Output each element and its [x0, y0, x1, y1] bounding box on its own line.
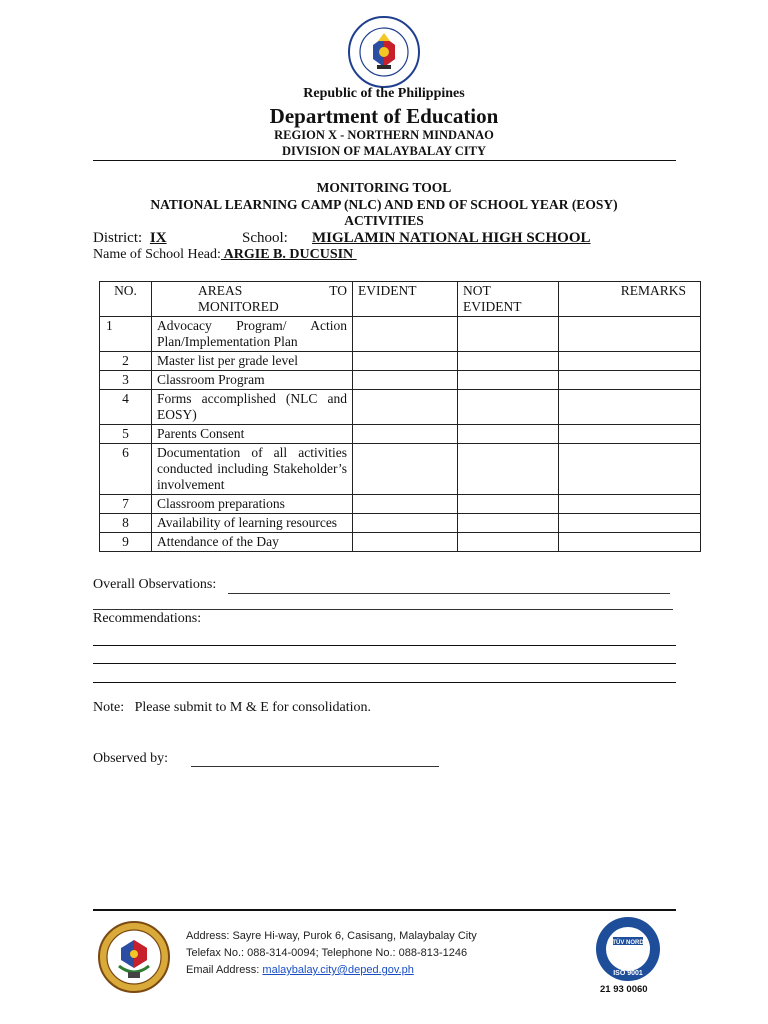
row-area: Parents Consent — [152, 425, 353, 444]
footer-phones: Telefax No.: 088-314-0094; Telephone No.: 088-813-1246 — [186, 947, 468, 959]
table-row — [100, 371, 701, 390]
header-region: REGION X - NORTHERN MINDANAO — [274, 128, 494, 142]
footer-email-label: Email Address: — [186, 964, 263, 976]
table-row — [100, 533, 701, 552]
monitoring-table — [99, 281, 701, 552]
table-row — [100, 425, 701, 444]
footer-email-link[interactable]: malaybalay.city@deped.gov.ph — [262, 964, 414, 976]
not-evident-cell[interactable] — [458, 352, 559, 371]
header-areas-monitored: MONITORED — [198, 299, 279, 314]
remarks-cell[interactable] — [559, 352, 701, 371]
not-evident-cell[interactable] — [458, 533, 559, 552]
school-head-line — [93, 247, 357, 263]
table-row — [100, 352, 701, 371]
row-no: 3 — [100, 371, 152, 390]
row-no: 9 — [100, 533, 152, 552]
header-remarks: REMARKS — [559, 282, 701, 317]
remarks-cell[interactable] — [559, 390, 701, 425]
form-subtitle-line1: NATIONAL LEARNING CAMP (NLC) AND END OF SCHOOL YEAR (EOSY) — [150, 197, 618, 212]
header-divider — [93, 160, 676, 161]
deped-seal-logo — [347, 15, 421, 89]
row-no: 8 — [100, 514, 152, 533]
row-no: 1 — [100, 317, 152, 352]
not-evident-cell[interactable] — [458, 514, 559, 533]
table-row — [100, 514, 701, 533]
table-row — [100, 444, 701, 495]
form-subtitle-line2: ACTIVITIES — [344, 213, 424, 228]
footer-address: Address: Sayre Hi-way, Purok 6, Casisang, Malaybalay City — [186, 930, 477, 942]
certificate-number: 21 93 0060 — [600, 984, 648, 995]
header-department: Department of Education — [269, 104, 499, 128]
district-school-line — [93, 230, 693, 247]
header-areas-word: AREAS — [198, 283, 243, 298]
row-area: Forms accomplished (NLC and EOSY) — [152, 390, 353, 425]
header-evident: EVIDENT — [353, 282, 458, 317]
evident-cell[interactable] — [353, 425, 458, 444]
district-value: IX — [149, 230, 167, 246]
school-label: School: — [242, 230, 288, 246]
row-area: Attendance of the Day — [152, 533, 353, 552]
overall-observations-line-2[interactable] — [93, 609, 673, 610]
iso-brand-text: TÜV NORD — [612, 940, 644, 946]
row-no: 7 — [100, 495, 152, 514]
iso-standard-text: ISO 9001 — [613, 970, 643, 977]
header-areas-to: TO — [329, 283, 347, 298]
evident-cell[interactable] — [353, 352, 458, 371]
not-evident-cell[interactable] — [458, 317, 559, 352]
overall-observations-line-1[interactable] — [228, 593, 670, 594]
row-area: Master list per grade level — [152, 352, 353, 371]
evident-cell[interactable] — [353, 371, 458, 390]
recommendations-line-2[interactable] — [93, 663, 676, 664]
row-no: 5 — [100, 425, 152, 444]
evident-cell[interactable] — [353, 514, 458, 533]
footer-contact — [186, 928, 477, 979]
not-evident-cell[interactable] — [458, 390, 559, 425]
not-evident-cell[interactable] — [458, 495, 559, 514]
recommendations-line-1[interactable] — [93, 645, 676, 646]
evident-cell[interactable] — [353, 444, 458, 495]
remarks-cell[interactable] — [559, 317, 701, 352]
school-value: MIGLAMIN NATIONAL HIGH SCHOOL — [312, 230, 591, 246]
row-no: 2 — [100, 352, 152, 371]
header-no: NO. — [100, 282, 152, 317]
row-area: Availability of learning resources — [152, 514, 353, 533]
table-header-row — [100, 282, 701, 317]
remarks-cell[interactable] — [559, 514, 701, 533]
evident-cell[interactable] — [353, 317, 458, 352]
row-no: 6 — [100, 444, 152, 495]
remarks-cell[interactable] — [559, 371, 701, 390]
footer-email-line — [186, 962, 477, 979]
overall-observations-label: Overall Observations: — [93, 577, 217, 592]
row-no: 4 — [100, 390, 152, 425]
form-title: MONITORING TOOL — [316, 180, 452, 195]
school-head-value: ARGIE B. DUCUSIN — [220, 247, 357, 262]
header-areas — [152, 282, 353, 317]
footer-divider — [93, 909, 676, 911]
remarks-cell[interactable] — [559, 495, 701, 514]
observed-by-label: Observed by: — [93, 751, 169, 766]
not-evident-cell[interactable] — [458, 371, 559, 390]
recommendations-line-3[interactable] — [93, 682, 676, 683]
observed-by-signature-line[interactable] — [191, 766, 439, 767]
note-text: Note: Please submit to M & E for consolidation. — [93, 700, 372, 715]
row-area: Advocacy Program/ Action Plan/Implementation Plan — [152, 317, 353, 352]
header-not-evident — [458, 282, 559, 317]
table-row — [100, 317, 701, 352]
header-not: NOT — [463, 283, 491, 298]
header-division: DIVISION OF MALAYBALAY CITY — [281, 144, 487, 158]
evident-cell[interactable] — [353, 495, 458, 514]
division-seal-logo — [97, 920, 171, 994]
header-republic: Republic of the Philippines — [303, 86, 465, 101]
header-evident-2: EVIDENT — [463, 299, 522, 314]
row-area: Classroom Program — [152, 371, 353, 390]
remarks-cell[interactable] — [559, 425, 701, 444]
remarks-cell[interactable] — [559, 444, 701, 495]
evident-cell[interactable] — [353, 533, 458, 552]
table-row — [100, 495, 701, 514]
evident-cell[interactable] — [353, 390, 458, 425]
row-area: Classroom preparations — [152, 495, 353, 514]
not-evident-cell[interactable] — [458, 444, 559, 495]
school-head-label: Name of School Head: — [93, 247, 221, 262]
recommendations-label: Recommendations: — [93, 611, 202, 626]
not-evident-cell[interactable] — [458, 425, 559, 444]
iso-certification-badge — [593, 915, 663, 983]
table-row — [100, 390, 701, 425]
district-label: District: — [93, 230, 143, 246]
remarks-cell[interactable] — [559, 533, 701, 552]
row-area: Documentation of all activities conducted including Stakeholder’s involvement — [152, 444, 353, 495]
